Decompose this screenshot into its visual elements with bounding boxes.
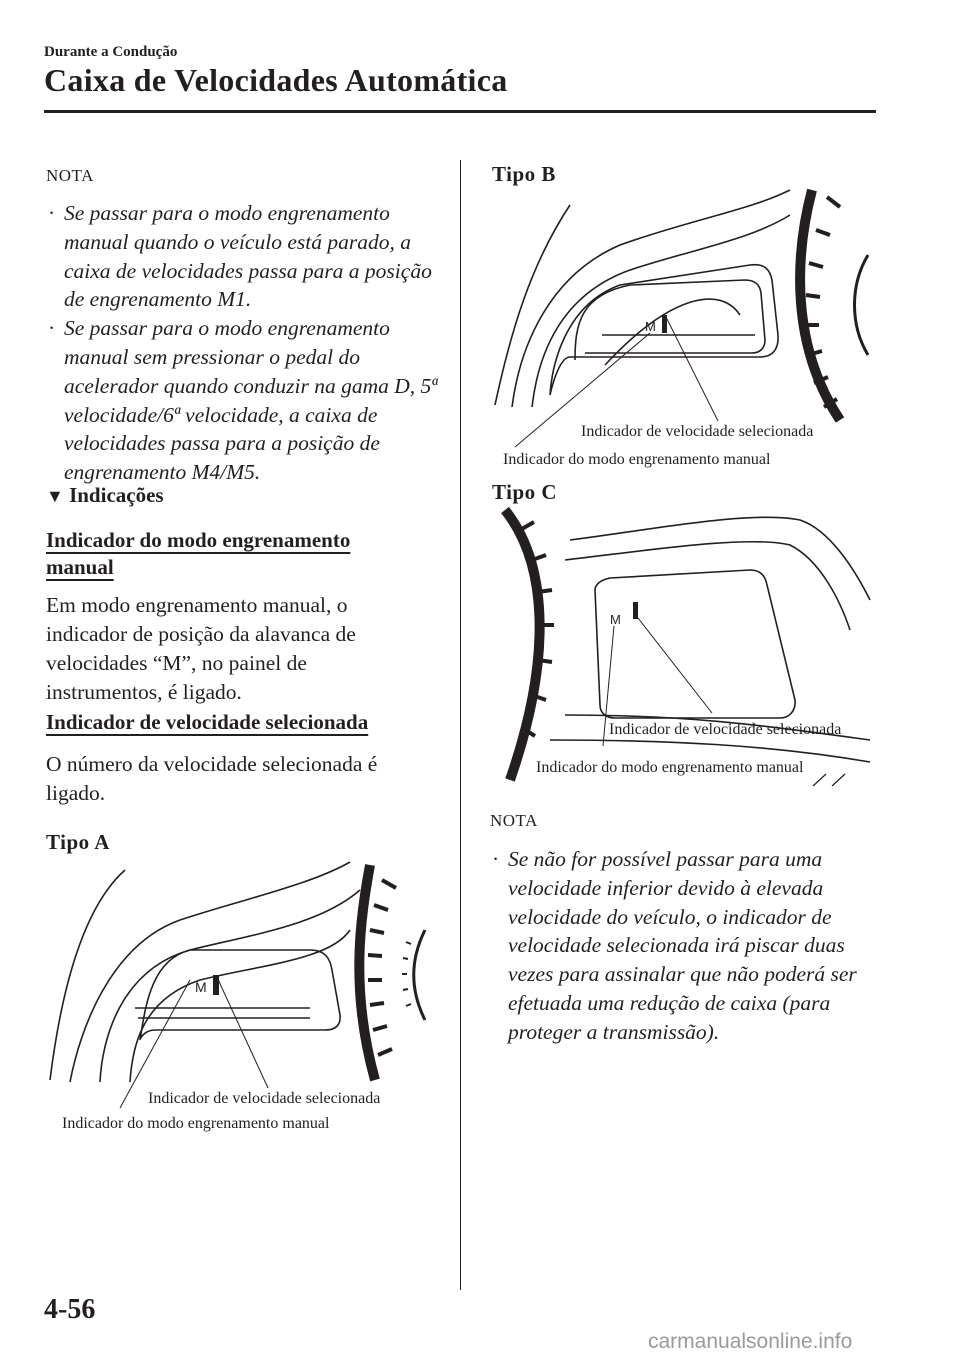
callout-manual-b: Indicador do modo engrenamento manual [503,451,771,468]
cluster-diagram-c [490,500,875,790]
speed-indicator-body: O número da velocidade selecionada é ligado. [46,752,378,805]
watermark: carmanualsonline.info [648,1330,853,1353]
figure-tipo-b [490,185,875,425]
callout-speed-b: Indicador de velocidade selecionada [581,423,814,440]
triangle-bullet-icon: ▼ [46,486,64,506]
column-divider [460,160,461,1290]
figure-tipo-c [490,500,875,790]
heading-line: Indicador do modo engrenamento [46,528,351,552]
list-item: · Se passar para o modo engrenamento manual quando o veículo está parado, a caixa de velocidades passa para a posição de engrenamento M1. [48,201,432,312]
note-text: Se passar para o modo engrenamento manual quando o veículo está parado, a caixa de velocidades passa para a posição de engrenamento M1. [64,201,432,312]
tipo-a-label: Tipo A [46,830,110,854]
manual-indicator-heading [46,527,350,581]
note-text: Se não for possível passar para uma velocidade inferior devido à elevada velocidade do veículo, o indicador de velocidade selecionada irá piscar duas vezes para assinalar que não poderá ser efetuada uma redução de caixa (para proteger a transmissão). [508,847,857,1044]
indicacoes-heading [46,483,164,508]
callout-speed-c: Indicador de velocidade selecionada [609,721,842,738]
nota-label-left: NOTA [46,166,94,185]
manual-indicator-body: Em modo engrenamento manual, o indicador de posição da alavanca de velocidades “M”, no painel de instrumentos, é ligado. [46,593,356,704]
callout-speed-a: Indicador de velocidade selecionada [148,1090,381,1107]
list-item: · Se passar para o modo engrenamento manual sem pressionar o pedal do acelerador quando conduzir na gama D, 5ª velocidade/6ª velocidade, a caixa de velocidades passa para a posição de engrenamento M4/M5. [48,316,438,485]
m-glyph: M [610,612,621,627]
cluster-diagram-b [490,185,875,425]
tipo-c-label: Tipo C [492,480,558,504]
tipo-b-label: Tipo B [492,162,556,186]
figure-tipo-a [40,850,450,1090]
nota-label-right: NOTA [490,811,538,830]
m-glyph: M [195,979,207,995]
m-glyph: M [645,319,656,334]
section-label: Durante a Condução [44,44,178,60]
cluster-diagram-a [40,850,450,1090]
page-number: 4-56 [44,1294,96,1325]
page-title: Caixa de Velocidades Automática [44,62,508,98]
heading-line: Indicador de velocidade selecionada [46,710,369,734]
nota-list-left [46,199,446,487]
speed-indicator-heading [46,709,368,736]
note-text: Se passar para o modo engrenamento manual sem pressionar o pedal do acelerador quando conduzir na gama D, 5ª velocidade/6ª velocidade, a caixa de velocidades passa para a posição de engrenamento M4/M5. [64,316,438,485]
header-rule [44,110,876,113]
nota-list-right [490,845,890,1047]
callout-manual-c: Indicador do modo engrenamento manual [536,759,804,776]
callout-manual-a: Indicador do modo engrenamento manual [62,1115,330,1132]
heading-line: manual [46,555,114,579]
list-item: · Se não for possível passar para uma velocidade inferior devido à elevada velocidade do veículo, o indicador de velocidade selecionada irá piscar duas vezes para assinalar que não poderá ser efetuada uma redução de caixa (para proteger a transmissão). [492,847,857,1044]
indicacoes-heading-text: Indicações [69,483,164,507]
